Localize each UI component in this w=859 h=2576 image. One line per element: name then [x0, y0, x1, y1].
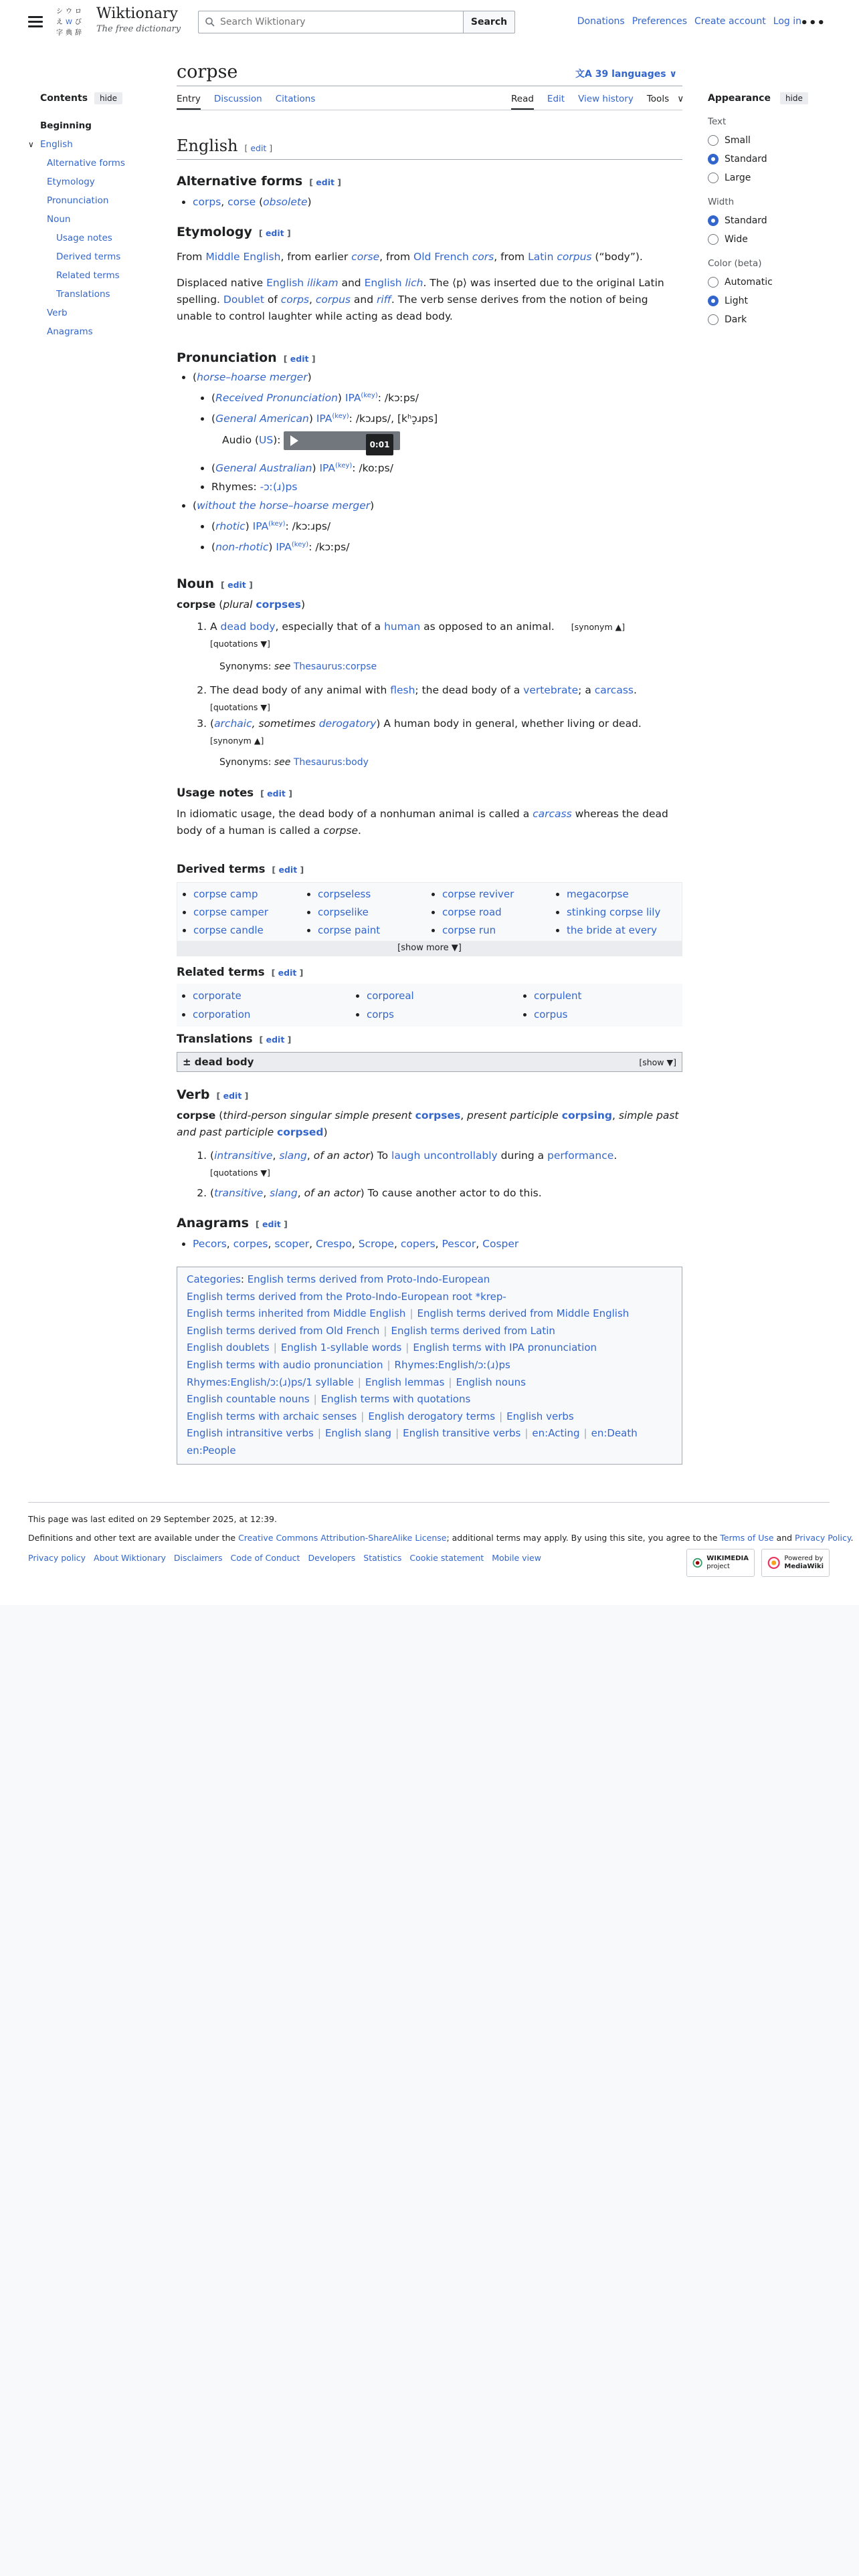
chevron-down-icon: ∨	[677, 94, 684, 104]
derived-term-link[interactable]: megacorpse	[567, 888, 629, 900]
tab-discussion[interactable]: Discussion	[213, 94, 262, 104]
toc-hide-button[interactable]: hide	[94, 92, 122, 104]
namespace-tabs	[177, 94, 315, 110]
term-link[interactable]: lich	[405, 277, 423, 289]
edit-link[interactable]: edit	[250, 143, 267, 153]
related-terms-section: Related terms [ edit ] • corporate • corporeal • corpulent • corporation • corps • corpus	[177, 966, 682, 1027]
translate-icon: 文A	[575, 69, 592, 80]
term-link[interactable]: ilikam	[307, 277, 339, 289]
badge-subtext: Powered by	[784, 1555, 824, 1562]
category-link[interactable]: English terms with archaic senses	[187, 1410, 357, 1422]
category-link[interactable]: English countable nouns	[187, 1393, 310, 1406]
accent-link[interactable]: non-rhotic	[215, 541, 269, 554]
category-link[interactable]: en:People	[187, 1444, 236, 1457]
toc-item-usage-notes[interactable]: Usage notes	[56, 233, 112, 243]
noun-senses	[177, 619, 682, 771]
term-link[interactable]: laugh uncontrollably	[391, 1150, 498, 1162]
toc-item-verb[interactable]: Verb	[47, 308, 68, 318]
footer-link-privacy[interactable]: Privacy policy	[28, 1553, 86, 1563]
term-link[interactable]: corpus	[315, 294, 351, 306]
color-automatic[interactable]	[708, 277, 835, 288]
show-more-button[interactable]: [show more ▼]	[177, 941, 682, 956]
option-label: Standard	[725, 154, 767, 165]
wikimedia-logo-icon	[692, 1555, 702, 1570]
user-links	[577, 16, 801, 27]
term-link[interactable]: carcass	[533, 808, 572, 820]
accent-link[interactable]: Received Pronunciation	[215, 392, 338, 405]
key-link[interactable]: (key)	[335, 461, 353, 469]
category-link[interactable]: English lemmas	[365, 1376, 445, 1388]
toc-item-derived-terms[interactable]: Derived terms	[56, 251, 121, 262]
show-translations-button[interactable]: [show ▼]	[639, 1057, 676, 1067]
privacy-link[interactable]: Privacy Policy	[795, 1533, 851, 1543]
anagrams-heading: Anagrams	[177, 1216, 249, 1230]
anagram-link[interactable]: Cosper	[482, 1238, 519, 1250]
site-wordmark[interactable]: Wiktionary	[96, 5, 178, 22]
category-link[interactable]: English terms derived from the Proto-Indo-European root *krep-	[187, 1290, 506, 1303]
term-link[interactable]: corps	[280, 294, 309, 306]
svg-text:ウ: ウ	[66, 8, 72, 15]
svg-text:W: W	[66, 19, 72, 26]
width-standard[interactable]	[708, 215, 835, 226]
badge-subtext: project	[706, 1563, 730, 1570]
usage-notes-heading: Usage notes	[177, 786, 254, 799]
derived-terms-section: Derived terms [ edit ] • corpse camp • corpseless • corpse reviver • megacorpse • corpse camper • corpselike • corpse road • stinking corpse lily • corpse candle • corpse paint • corpse run • the bride at every [show more ▼]	[177, 863, 682, 956]
derived-term-link[interactable]: the bride at every	[567, 924, 657, 936]
edit-link[interactable]: edit	[266, 1035, 285, 1045]
key-link[interactable]: (key)	[291, 541, 309, 549]
list-item: • (rhotic) $IPA^{(key)}$: /kɔːɹps/	[211, 515, 682, 536]
list-item: • Rhymes: -ɔː(ɹ)ps	[211, 477, 682, 496]
radio-icon[interactable]	[708, 314, 719, 325]
footer-divider	[28, 1502, 830, 1503]
search-input[interactable]	[220, 17, 448, 27]
mediawiki-badge[interactable]	[761, 1549, 830, 1577]
footer-link-cookie[interactable]: Cookie statement	[409, 1553, 484, 1563]
audio-row: Audio (US): 0:01	[222, 431, 682, 450]
color-light[interactable]	[708, 296, 835, 306]
translation-table-header[interactable]	[177, 1052, 682, 1072]
derived-terms-heading: Derived terms	[177, 863, 266, 875]
width-wide[interactable]	[708, 234, 835, 245]
term-link[interactable]: Latin	[528, 251, 554, 263]
category-link[interactable]: English verbs	[506, 1410, 574, 1422]
etymology-paragraph: From Middle English, from earlier corse, from Old French cors, from Latin corpus (“body”).	[177, 251, 643, 263]
anagrams-section: Anagrams [ edit ] • Pecors, corpes, scoper, Crespo, Scrope, copers, Pescor, Cosper	[177, 1216, 682, 1253]
svg-text:ロ: ロ	[75, 8, 82, 15]
create-account-link[interactable]: Create account	[694, 16, 766, 27]
term-link[interactable]: corpus	[557, 251, 592, 263]
key-link[interactable]: (key)	[361, 392, 378, 399]
list-item: • (horse–hoarse merger) • (Received Pronunciation) $IPA^{(key)}$: /kɔːps/ • (General American) $IPA^{(key)}$: /kɔɹps/, [kʰɔ̞ɹps] Audio (US): 0:01 • (General Australian) $IPA^{(key)}$: /koːps/ • Rhymes: -ɔː(ɹ)ps	[193, 368, 682, 496]
verb-headword-line: corpse (third-person singular simple present corpses, present participle corpsing, simple past and past participle corpsed)	[177, 1109, 679, 1138]
derived-term-link[interactable]: corpse candle	[193, 924, 264, 936]
list-item: • (General Australian) $IPA^{(key)}$: /koːps/	[211, 457, 682, 477]
list-item: • corps, corse (obsolete)	[193, 193, 682, 211]
term-link[interactable]: human	[384, 621, 421, 633]
footer-links	[28, 1553, 541, 1563]
term-link[interactable]: Doublet	[223, 294, 264, 306]
anagram-link[interactable]: Pecors	[193, 1238, 227, 1250]
category-link[interactable]: en:Acting	[532, 1427, 580, 1440]
term-link[interactable]: performance	[547, 1150, 614, 1162]
synonym-toggle[interactable]: [synonym ▲]	[571, 622, 626, 632]
toc-item-translations[interactable]: Translations	[56, 289, 110, 300]
search-icon	[205, 17, 215, 27]
appearance-title: Appearance	[708, 93, 771, 104]
log-in-link[interactable]: Log in	[773, 16, 801, 27]
list-item: • (Received Pronunciation) $IPA^{(key)}$: /kɔːps/	[211, 387, 682, 407]
related-term-link[interactable]: corps	[367, 1008, 394, 1021]
related-term-link[interactable]: corpulent	[534, 990, 582, 1002]
noun-heading: Noun	[177, 576, 215, 591]
badge-text: MediaWiki	[784, 1563, 824, 1570]
text-size-label: Text	[708, 116, 727, 127]
etymology-heading: Etymology	[177, 225, 252, 239]
quotations-toggle[interactable]: [quotations ▼]	[210, 639, 270, 649]
text-size-large[interactable]	[708, 173, 835, 183]
label-link[interactable]: slang	[270, 1187, 298, 1199]
sense-3: 3. (archaic, sometimes derogatory) A human body in general, whether living or dead. [synonym ▲] Synonyms: see Thesaurus:body	[210, 716, 682, 771]
translations-heading: Translations	[177, 1033, 253, 1045]
list-item: • (General American) $IPA^{(key)}$: /kɔɹps/, [kʰɔ̞ɹps] Audio (US): 0:01	[211, 407, 682, 450]
edit-link[interactable]: edit	[227, 580, 246, 590]
category-link[interactable]: English terms with audio pronunciation	[187, 1358, 383, 1371]
toc-item-beginning[interactable]: Beginning	[40, 120, 92, 131]
key-link[interactable]: (key)	[332, 413, 349, 421]
category-link[interactable]: Rhymes:English/ɔː(ɹ)ps/1 syllable	[187, 1376, 354, 1388]
category-link[interactable]: English terms derived from Latin	[391, 1324, 555, 1337]
verb-section: Verb [ edit ] corpse (third-person singular simple present corpses, present participle corpsing, simple past and past participle corpsed) 1. (intransitive, slang, of an actor) To laugh uncontrollably during a performance. [quotations ▼] 2. (transitive, slang, of an actor) To cause another actor to do this.	[177, 1087, 682, 1202]
anagram-link[interactable]: Pescor	[442, 1238, 476, 1250]
toc-item-alternative-forms[interactable]: Alternative forms	[47, 158, 125, 169]
derived-term-link[interactable]: stinking corpse lily	[567, 906, 661, 918]
radio-selected-icon[interactable]	[708, 215, 719, 226]
category-link[interactable]: English terms with quotations	[320, 1393, 471, 1406]
radio-icon[interactable]	[708, 234, 719, 245]
footer-link-developers[interactable]: Developers	[308, 1553, 356, 1563]
label-link[interactable]: slang	[279, 1150, 307, 1162]
page-title: corpse	[177, 62, 238, 82]
category-link[interactable]: English transitive verbs	[403, 1427, 521, 1440]
category-link[interactable]: English 1-syllable words	[280, 1341, 402, 1354]
tab-read[interactable]: Read	[511, 94, 534, 110]
license-link[interactable]: Creative Commons Attribution-ShareAlike License	[238, 1533, 447, 1543]
search-field[interactable]	[198, 11, 463, 33]
verb-form-link[interactable]: corpses	[415, 1109, 461, 1121]
category-link[interactable]: English slang	[324, 1427, 392, 1440]
verb-sense-2: 2. (transitive, slang, of an actor) To cause another actor to do this.	[210, 1185, 682, 1202]
option-label: Small	[725, 135, 751, 146]
noun-section: Noun [ edit ] corpse (plural corpses) 1. A dead body, especially that of a human as opposed to an animal. [synonym ▲] [quotations ▼] Synonyms: see Thesaurus:corpse 2. The dead body of any animal with flesh; the dead body of a vertebrate; a carcass. [quotations ▼] 3. (archaic, sometimes derogatory) A human body in general, whether living or dead. [synonym ▲] Synonyms: see Thesaurus:body	[177, 576, 682, 771]
alt-forms-heading: Alternative forms	[177, 174, 303, 189]
edit-link[interactable]: edit	[278, 865, 298, 875]
wiktionary-logo[interactable]	[54, 4, 92, 43]
main-menu-button[interactable]	[28, 16, 43, 28]
ipa-link[interactable]: IPA	[276, 541, 292, 554]
accent-link[interactable]: General Australian	[215, 461, 312, 474]
tab-citations[interactable]: Citations	[275, 94, 316, 104]
noun-headword-line: corpse (plural corpses)	[177, 599, 306, 611]
category-link[interactable]: English terms derived from Middle English	[417, 1307, 630, 1320]
anagram-link[interactable]: copers	[400, 1238, 436, 1250]
category-link[interactable]: English doublets	[187, 1341, 270, 1354]
last-edited: This page was last edited on 29 September 2025, at 12:39.	[28, 1514, 277, 1524]
footer-link-disclaimers[interactable]: Disclaimers	[173, 1553, 223, 1563]
svg-text:び: び	[75, 19, 82, 26]
edit-link[interactable]: edit	[316, 177, 335, 187]
appearance-hide-button[interactable]: hide	[780, 92, 808, 104]
appearance-panel	[708, 92, 835, 333]
color-label: Color (beta)	[708, 258, 762, 269]
pronunciation-heading: Pronunciation	[177, 350, 277, 365]
us-link[interactable]: US	[259, 434, 274, 447]
alternative-forms-section: Alternative forms [ edit ] • corps, corse (obsolete)	[177, 174, 682, 211]
derived-terms-box	[177, 882, 682, 956]
anagram-link[interactable]: Crespo	[316, 1238, 352, 1250]
mediawiki-logo-icon	[767, 1555, 780, 1570]
toc-item-noun[interactable]: Noun	[47, 214, 71, 225]
chevron-down-icon: ∨	[669, 69, 677, 80]
anagram-link[interactable]: scoper	[274, 1238, 310, 1250]
verb-sense-1: 1. (intransitive, slang, of an actor) To laugh uncontrollably during a performance. [quotations ▼]	[210, 1148, 682, 1181]
category-link[interactable]: Rhymes:English/ɔː(ɹ)ps	[394, 1358, 510, 1371]
verb-senses	[177, 1148, 682, 1202]
synonyms-line: Synonyms: see Thesaurus:corpse	[219, 661, 377, 672]
accent-link[interactable]: General American	[215, 413, 309, 425]
verb-form-link[interactable]: corpsing	[561, 1109, 613, 1121]
edit-link[interactable]: edit	[265, 228, 284, 238]
license-text: Definitions and other text are available under the Creative Commons Attribution-ShareAlike License; additional terms may apply. By using this site, you agree to the Terms of Use and Privacy Policy.	[28, 1533, 854, 1543]
synonym-toggle[interactable]: [synonym ▲]	[210, 736, 264, 746]
color-dark[interactable]	[708, 314, 835, 325]
derived-term-link[interactable]: corpse camper	[193, 906, 268, 918]
term-link[interactable]: carcass	[594, 684, 634, 696]
accent-link[interactable]: without the horse–hoarse merger	[197, 499, 371, 512]
terms-link[interactable]: Terms of Use	[720, 1533, 774, 1543]
option-label: Light	[725, 296, 748, 306]
label-link[interactable]: derogatory	[318, 718, 377, 730]
anagram-link[interactable]: corpes	[233, 1238, 268, 1250]
label-link[interactable]: obsolete	[263, 196, 308, 208]
related-terms-list	[177, 984, 682, 1027]
term-link[interactable]: vertebrate	[523, 684, 579, 696]
categories-box: Categories: English terms derived from Proto-Indo-European English terms derived from the Proto-Indo-European root *krep- English terms inherited from Middle English | English terms derived from Middle English English terms derived from Old French | English terms derived from Latin English doublets | English 1-syllable words | English terms with IPA pronunciation English terms with audio pronunciation | Rhymes:English/ɔː(ɹ)ps Rhymes:English/ɔː(ɹ)ps/1 syllable | English lemmas | English nouns English countable nouns | English terms with quotations English terms with archaic senses | English derogatory terms | English verbs English intransitive verbs | English slang | English transitive verbs | en:Acting | en:Death en:People	[177, 1267, 682, 1465]
toc-item-english[interactable]	[28, 135, 162, 154]
toc-item-related-terms[interactable]: Related terms	[56, 270, 120, 281]
accent-link[interactable]: horse–hoarse merger	[197, 371, 308, 383]
audio-player[interactable]	[284, 431, 400, 450]
anagram-link[interactable]: Scrope	[358, 1238, 394, 1250]
svg-text:典: 典	[66, 29, 72, 37]
radio-selected-icon[interactable]	[708, 154, 719, 165]
pronunciation-section: Pronunciation [ edit ] • (horse–hoarse merger) • (Received Pronunciation) $IPA^{(key)}$: /kɔːps/ • (General American) $IPA^{(key)}$: /kɔɹps/, [kʰɔ̞ɹps] Audio (US): 0:01 • (General Australian) $IPA^{(key)}$: /koːps/ • Rhymes: -ɔː(ɹ)ps • (without the horse–hoarse merger) • (rhotic) $IPA^{(key)}$: /kɔːɹps/ • (non-rhotic) $IPA^{(key)}$: /kɔːps/	[177, 350, 682, 556]
derived-term-link[interactable]: corpse camp	[193, 888, 258, 900]
derived-term-link[interactable]: corpse paint	[318, 924, 381, 936]
toc-item-english-label[interactable]: English	[40, 139, 73, 150]
option-label: Standard	[725, 215, 767, 226]
list-item: • (non-rhotic) $IPA^{(key)}$: /kɔːps/	[211, 536, 682, 556]
related-term-link[interactable]: corporate	[193, 990, 242, 1002]
tab-edit[interactable]: Edit	[547, 94, 565, 104]
list-item: • Pecors, corpes, scoper, Crespo, Scrope, copers, Pescor, Cosper	[193, 1235, 682, 1253]
site-tagline: The free dictionary	[96, 24, 181, 34]
option-label: Dark	[725, 314, 747, 325]
list-item: • (without the horse–hoarse merger) • (rhotic) $IPA^{(key)}$: /kɔːɹps/ • (non-rhotic) $IPA^{(key)}$: /kɔːps/	[193, 496, 682, 556]
thesaurus-link[interactable]: Thesaurus:corpse	[293, 661, 377, 672]
edit-link[interactable]: edit	[290, 354, 309, 364]
option-label: Automatic	[725, 277, 773, 288]
plural-link[interactable]: corpses	[256, 599, 301, 611]
tools-label: Tools	[646, 94, 670, 104]
ipa-link[interactable]: IPA	[316, 413, 332, 425]
category-link[interactable]: en:Death	[591, 1427, 638, 1440]
view-tabs	[511, 94, 684, 110]
toc-item-anagrams[interactable]: Anagrams	[47, 326, 93, 337]
width-label: Width	[708, 197, 735, 207]
heading-divider	[177, 159, 682, 160]
badge-text: WIKIMEDIA	[706, 1555, 749, 1562]
term-link[interactable]: flesh	[390, 684, 415, 696]
translations-section: Translations [ edit ] ± dead body [show ▼]	[177, 1033, 682, 1072]
category-link[interactable]: English derogatory terms	[368, 1410, 496, 1422]
text-size-small[interactable]	[708, 135, 835, 146]
usage-notes-section: Usage notes [ edit ] In idiomatic usage, the dead body of a nonhuman animal is called a carcass whereas the dead body of a human is called a corpse.	[177, 786, 682, 839]
toc-item-etymology[interactable]: Etymology	[47, 177, 95, 187]
usage-paragraph: In idiomatic usage, the dead body of a nonhuman animal is called a carcass whereas the dead body of a human is called a corpse.	[177, 808, 668, 837]
english-section: English [ edit ]	[177, 136, 682, 160]
derived-term-link[interactable]: corpse run	[442, 924, 496, 936]
ipa-link[interactable]: IPA	[345, 392, 361, 405]
term-link[interactable]: Middle English	[205, 251, 281, 263]
related-term-link[interactable]: corpus	[534, 1008, 568, 1021]
derived-term-link[interactable]: corpseless	[318, 888, 371, 900]
etymology-section: Etymology [ edit ] From Middle English, from earlier corse, from Old French cors, from Latin corpus (“body”). Displaced native English ilikam and English lich. The ⟨p⟩ was inserted due to the original Latin spelling. Doublet of corps, corpus and riff. The verb sense derives from the notion of being unable to control laughter while acting as dead body.	[177, 225, 682, 325]
term-link[interactable]: corse	[351, 251, 380, 263]
footer-link-code-of-conduct[interactable]: Code of Conduct	[230, 1553, 300, 1563]
audio-duration: 0:01	[366, 434, 394, 455]
derived-term-link[interactable]: corpselike	[318, 906, 369, 918]
term-link[interactable]: dead body	[220, 621, 276, 633]
toc-item-pronunciation[interactable]: Pronunciation	[47, 195, 109, 206]
footer-link-about[interactable]: About Wiktionary	[94, 1553, 166, 1563]
tab-view-history[interactable]: View history	[578, 94, 634, 104]
language-count: 39 languages	[595, 69, 666, 80]
text-size-standard[interactable]	[708, 154, 835, 165]
derived-term-link[interactable]: corpse road	[442, 906, 502, 918]
wikimedia-badge[interactable]	[686, 1549, 755, 1577]
table-of-contents	[28, 92, 162, 341]
related-terms-heading: Related terms	[177, 966, 265, 978]
svg-text:シ: シ	[56, 8, 63, 15]
related-term-link[interactable]: corporation	[193, 1008, 251, 1021]
language-button[interactable]	[575, 67, 677, 80]
label-link[interactable]: archaic	[214, 718, 252, 730]
option-label: Large	[725, 173, 751, 183]
edit-link[interactable]: edit	[262, 1219, 281, 1229]
edit-link[interactable]: edit	[278, 968, 297, 978]
verb-heading: Verb	[177, 1087, 210, 1102]
categories-link[interactable]: Categories	[187, 1273, 241, 1285]
label-link[interactable]: intransitive	[214, 1150, 273, 1162]
tab-tools[interactable]	[647, 94, 684, 110]
term-link[interactable]: riff	[377, 294, 391, 306]
quotations-toggle[interactable]: [quotations ▼]	[210, 1168, 270, 1178]
category-link[interactable]: English terms inherited from Middle English	[187, 1307, 406, 1320]
thesaurus-link[interactable]: Thesaurus:body	[293, 757, 369, 768]
radio-icon[interactable]	[708, 135, 719, 146]
footer-link-mobile[interactable]: Mobile view	[492, 1553, 541, 1563]
edit-link[interactable]: edit	[267, 788, 286, 798]
category-link[interactable]: English terms derived from Proto-Indo-European	[247, 1273, 490, 1285]
term-link[interactable]: cors	[472, 251, 494, 263]
search-button[interactable]: Search	[463, 11, 515, 33]
sense-2: 2. The dead body of any animal with flesh; the dead body of a vertebrate; a carcass. [quotations ▼]	[210, 682, 682, 716]
tab-entry[interactable]: Entry	[177, 94, 201, 110]
svg-text:辞: 辞	[75, 29, 82, 37]
term-link[interactable]: English	[266, 277, 304, 289]
term-link[interactable]: Old French	[413, 251, 469, 263]
label-link[interactable]: transitive	[214, 1187, 264, 1199]
related-term-link[interactable]: corporeal	[367, 990, 414, 1002]
english-heading: English	[177, 136, 238, 155]
svg-text:字: 字	[56, 29, 63, 37]
accent-link[interactable]: rhotic	[215, 520, 246, 533]
ipa-link[interactable]: IPA	[319, 461, 335, 474]
alt-form-link[interactable]: corps	[193, 196, 221, 208]
radio-selected-icon[interactable]	[708, 296, 719, 306]
synonyms-line: Synonyms: see Thesaurus:body	[219, 757, 369, 768]
radio-icon[interactable]	[708, 173, 719, 183]
blank-area	[0, 1605, 859, 2576]
play-icon[interactable]	[290, 435, 298, 446]
category-link[interactable]: English terms derived from Old French	[187, 1324, 380, 1337]
svg-text:え: え	[56, 19, 63, 26]
donations-link[interactable]: Donations	[577, 16, 625, 27]
etymology-paragraph-2: Displaced native English ilikam and English lich. The ⟨p⟩ was inserted due to the original Latin spelling. Doublet of corps, corpus and riff. The verb sense derives from the notion of being unable to control laughter while acting as dead body.	[177, 277, 664, 322]
quotations-toggle[interactable]: [quotations ▼]	[210, 702, 270, 712]
key-link[interactable]: (key)	[268, 520, 286, 528]
term-link[interactable]: English	[364, 277, 402, 289]
rhymes-link[interactable]: -ɔː(ɹ)ps	[260, 480, 298, 493]
toc-title: Contents	[40, 93, 88, 104]
preferences-link[interactable]: Preferences	[632, 16, 688, 27]
category-link[interactable]: English intransitive verbs	[187, 1427, 314, 1440]
footer-link-statistics[interactable]: Statistics	[363, 1553, 402, 1563]
edit-link[interactable]: edit	[223, 1091, 242, 1101]
option-label: Wide	[725, 234, 748, 245]
category-link[interactable]: English nouns	[456, 1376, 526, 1388]
derived-term-link[interactable]: corpse reviver	[442, 888, 514, 900]
sense-1: 1. A dead body, especially that of a human as opposed to an animal. [synonym ▲] [quotations ▼] Synonyms: see Thesaurus:corpse	[210, 619, 682, 675]
radio-icon[interactable]	[708, 277, 719, 288]
more-options-icon[interactable]: •••	[800, 16, 826, 30]
alt-form-link[interactable]: corse	[227, 196, 256, 208]
ipa-link[interactable]: IPA	[252, 520, 269, 533]
verb-form-link[interactable]: corpsed	[277, 1126, 324, 1138]
chevron-down-icon[interactable]: ∨	[28, 140, 34, 149]
translation-gloss: ± dead body	[183, 1056, 254, 1068]
category-link[interactable]: English terms with IPA pronunciation	[413, 1341, 597, 1354]
